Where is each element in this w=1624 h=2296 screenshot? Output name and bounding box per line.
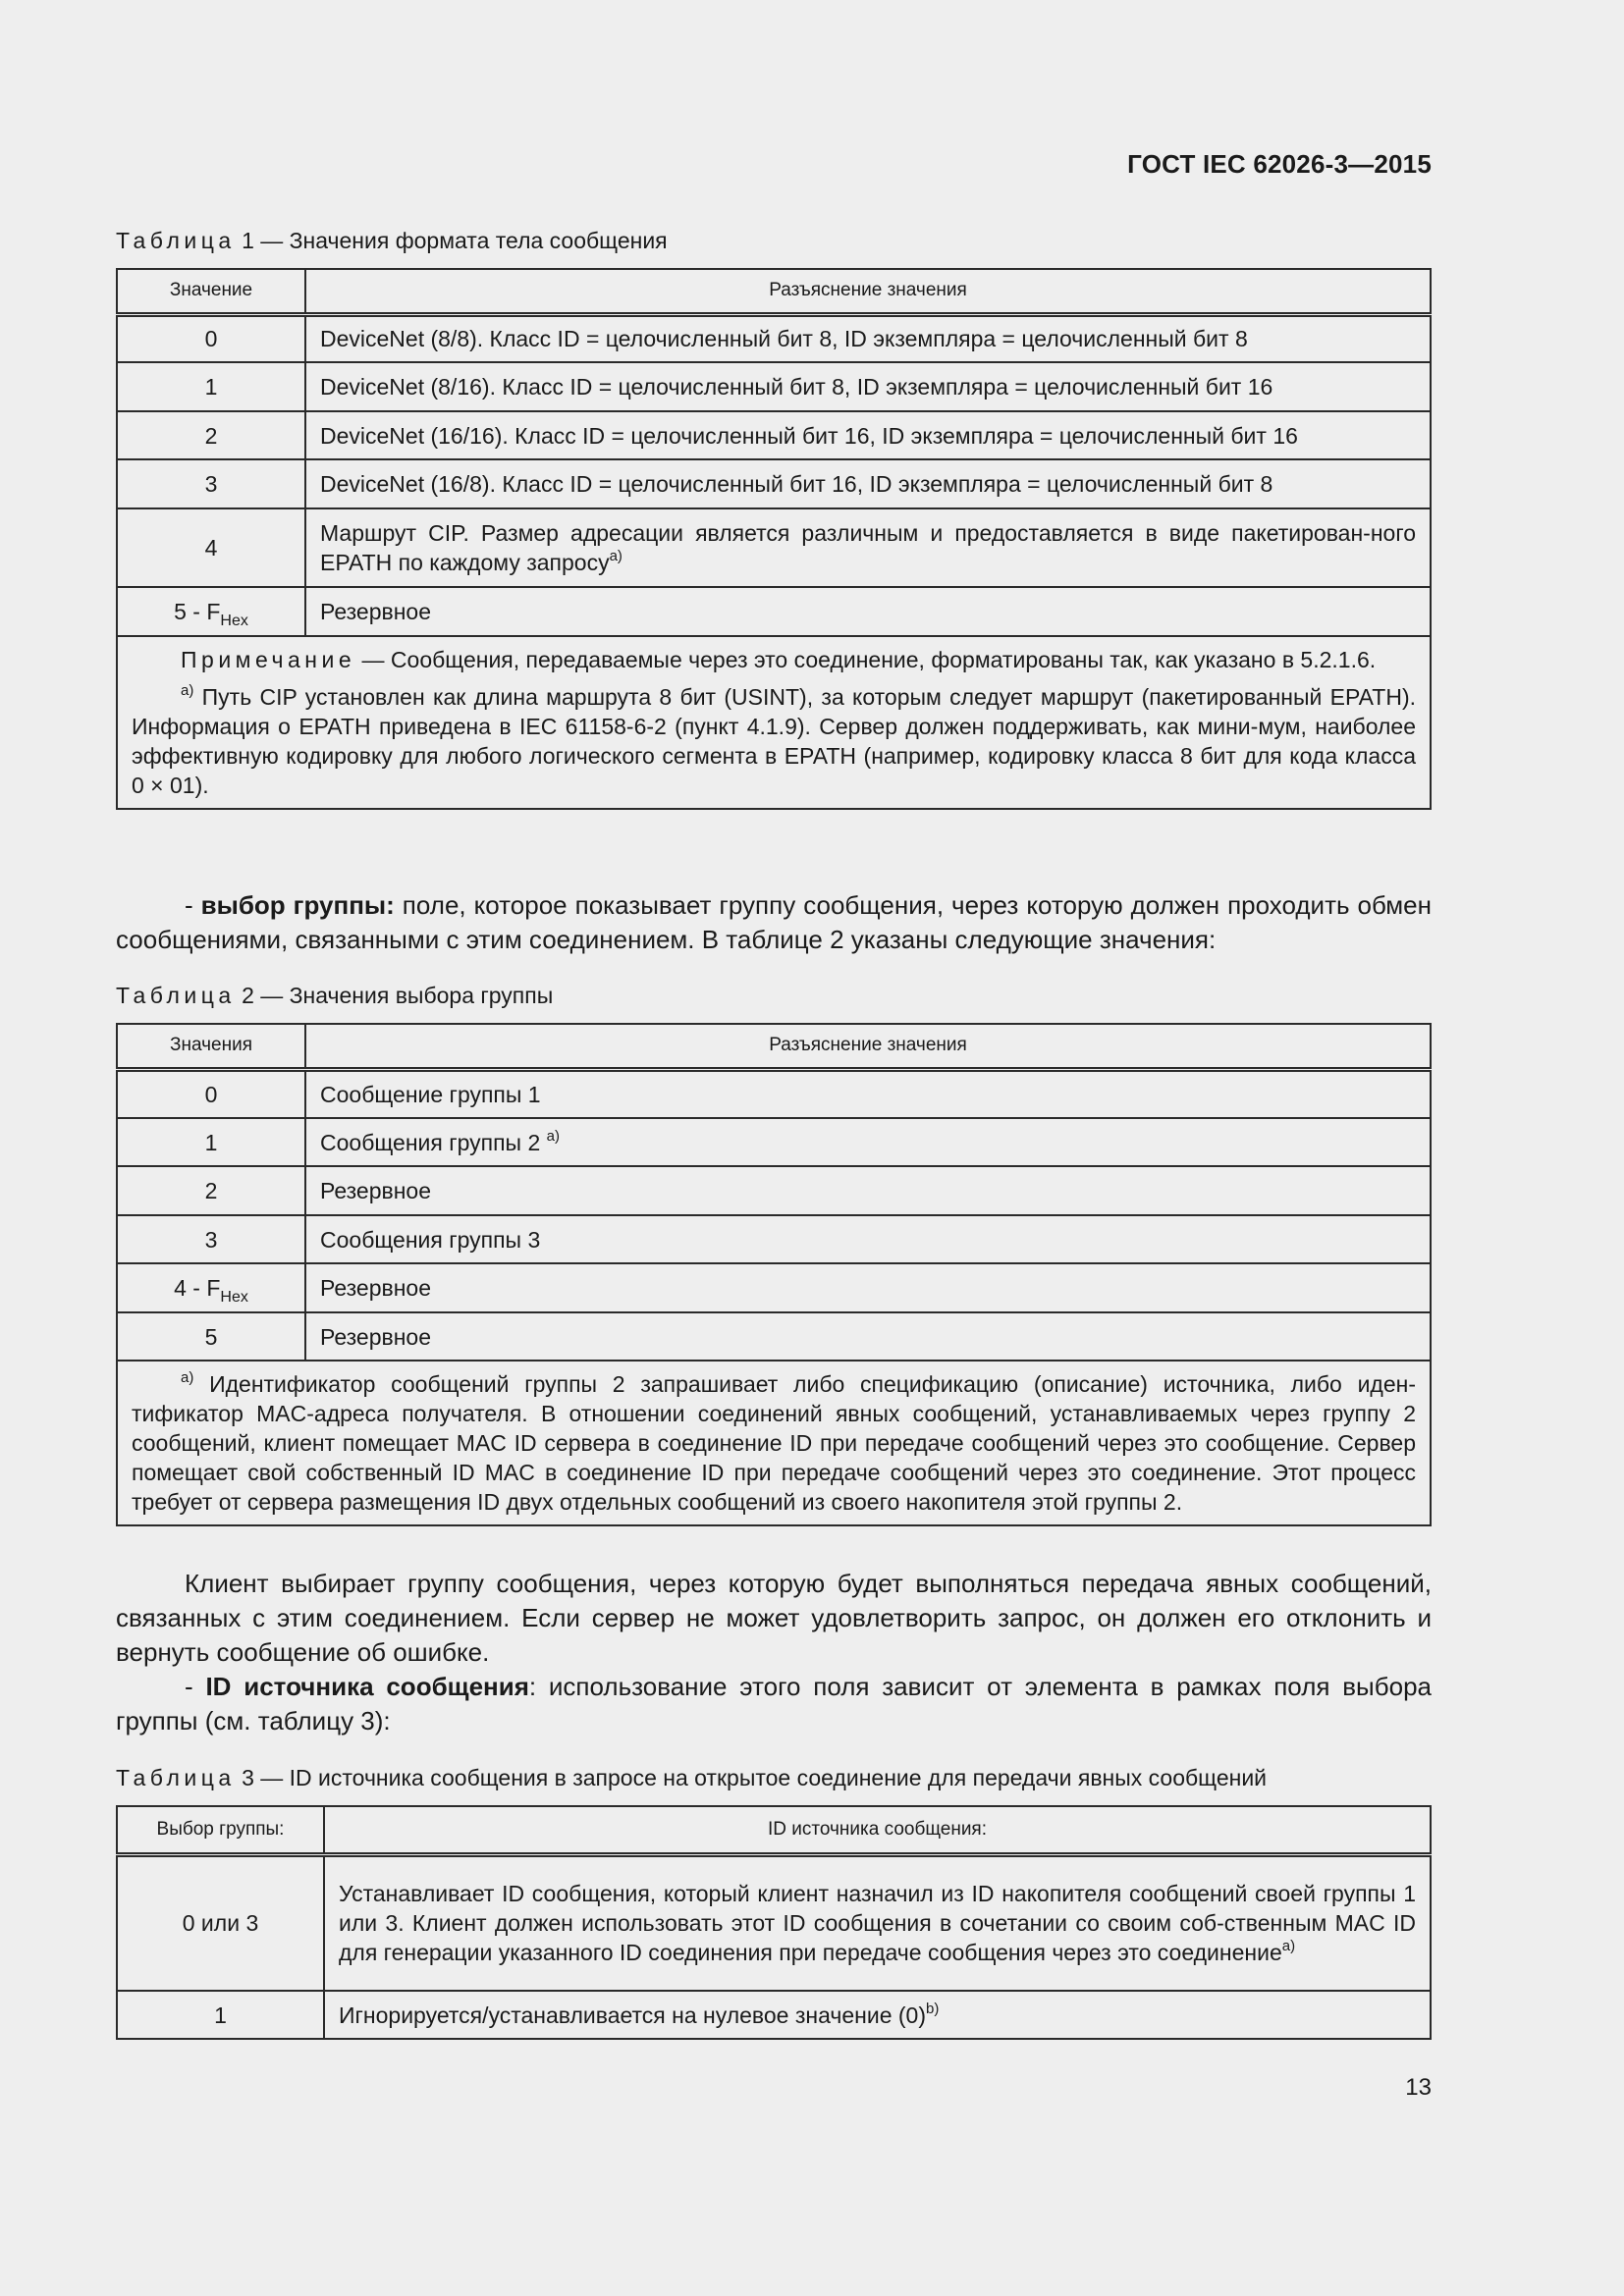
table2-value: 1 (117, 1118, 305, 1166)
paragraph-client-select (116, 1567, 1432, 1738)
para1-term: выбор группы: (200, 890, 395, 920)
para3-dash: - (185, 1672, 206, 1701)
table-row (117, 1312, 1431, 1361)
table2-desc: Резервное (305, 1312, 1431, 1361)
table1-caption (116, 228, 668, 254)
table2-value: 0 (117, 1069, 305, 1118)
table2-notes-row (117, 1361, 1431, 1525)
table2-desc (305, 1118, 1431, 1166)
table1-desc: DeviceNet (8/8). Класс ID = целочисленный бит 8, ID экземпляра = целочисленный бит 8 (305, 314, 1431, 362)
footnote-mark: a) (181, 682, 194, 699)
table2-notes (117, 1361, 1431, 1525)
table-row (117, 411, 1431, 459)
page-number: 13 (1405, 2074, 1432, 2101)
table2-caption-text: 2 — Значения выбора группы (235, 983, 554, 1008)
para3-text: : использование этого поля зависит от элемента в рамках поля выбора группы (см. таблицу 3): (116, 1672, 1432, 1735)
table1-value: 4 (117, 508, 305, 587)
table-row (117, 508, 1431, 587)
footnote-ref: a) (546, 1127, 560, 1145)
table1-note (132, 645, 1416, 674)
note-text: — Сообщения, передаваемые через это соединение, форматированы так, как указано в 5.2.1.6. (355, 647, 1377, 672)
table3 (116, 1805, 1432, 2040)
table-row (117, 1069, 1431, 1118)
table2-desc: Сообщение группы 1 (305, 1069, 1431, 1118)
table2-col-desc: Разъяснение значения (305, 1024, 1431, 1069)
table-row (117, 1854, 1431, 1991)
table1-desc-text: Маршрут CIP. Размер адресации является различным и предоставляется в виде пакетирован-ного EPATH по каждому запросу (320, 520, 1416, 575)
table2-footnote (132, 1369, 1416, 1517)
table1-caption-text: 1 — Значения формата тела сообщения (235, 228, 668, 253)
table3-desc-text: Игнорируется/устанавливается на нулевое значение (0) (339, 2002, 927, 2028)
table-row (117, 1215, 1431, 1263)
table1-footnote (132, 682, 1416, 800)
table1-col-desc: Разъяснение значения (305, 269, 1431, 314)
table1-desc: DeviceNet (16/8). Класс ID = целочисленный бит 16, ID экземпляра = целочисленный бит 8 (305, 459, 1431, 508)
table1 (116, 268, 1432, 810)
table-row (117, 459, 1431, 508)
table1-desc: DeviceNet (16/16). Класс ID = целочисленный бит 16, ID экземпляра = целочисленный бит 16 (305, 411, 1431, 459)
table2-value-text: 4 - F (174, 1275, 221, 1301)
table3-desc (324, 1991, 1431, 2039)
table1-header-row (117, 269, 1431, 314)
table2-value: 3 (117, 1215, 305, 1263)
table1-desc: DeviceNet (8/16). Класс ID = целочисленный бит 8, ID экземпляра = целочисленный бит 16 (305, 362, 1431, 411)
hex-subscript: Hex (220, 1289, 248, 1306)
table1-value: 1 (117, 362, 305, 411)
table2-col-value: Значения (117, 1024, 305, 1069)
table3-desc (324, 1854, 1431, 1991)
footnote-text: Путь CIP установлен как длина маршрута 8 бит (USINT), за которым следует маршрут (пакетированный EPATH). Информация о EPATH приведена в IEC 61158-6-2 (пункт 4.1.9). Сервер должен поддерживать, как мини-мум, наиболее эффективную кодировку для любого логического сегмента в EPATH (например, кодировку класса 8 бит для кода класса 0 × 01). (132, 684, 1416, 798)
table3-desc-text: Устанавливает ID сообщения, который клиент назначил из ID накопителя сообщений своей группы 1 или 3. Клиент должен использовать этот ID сообщения в сочетании со своим соб-ственным MAC ID для генерации указанного ID соединения при передаче сообщения через это соединение (339, 1881, 1416, 1966)
table2-desc: Резервное (305, 1166, 1431, 1215)
table3-col-desc: ID источника сообщения: (324, 1806, 1431, 1854)
para2: Клиент выбирает группу сообщения, через которую будет выполняться передача явных сообщений, связанных с этим соединением. Если сервер не может удовлетворить запрос, он должен его отклонить и вернуть сообщение об ошибке. (116, 1569, 1432, 1667)
note-label: Примечание (181, 647, 356, 672)
footnote-ref: b) (926, 2000, 940, 2017)
table3-header-row (117, 1806, 1431, 1854)
para3-term: ID источника сообщения (205, 1672, 529, 1701)
footnote-mark: a) (181, 1369, 194, 1386)
table2-desc: Сообщения группы 3 (305, 1215, 1431, 1263)
table1-desc: Резервное (305, 587, 1431, 636)
para1-dash: - (185, 890, 201, 920)
table2 (116, 1023, 1432, 1526)
table2-desc: Резервное (305, 1263, 1431, 1312)
table1-desc (305, 508, 1431, 587)
table-row (117, 587, 1431, 636)
footnote-ref: a) (1281, 1938, 1296, 1955)
table2-value: 2 (117, 1166, 305, 1215)
table3-value: 0 или 3 (117, 1854, 324, 1991)
table3-caption-label: Таблица (116, 1765, 236, 1790)
hex-subscript: Hex (220, 613, 248, 629)
footnote-text: Идентификатор сообщений группы 2 запрашивает либо спецификацию (описание) источника, либо иден-тификатор MAC-адреса получателя. В отношении соединений явных сообщений, устанавливаемых через группу 2 сообщений, клиент помещает MAC ID сервера в соединение ID при передаче сообщений через это сообщение. Сервер помещает свой собственный ID MAC в соединение ID при передаче сообщений через это соединение. Этот процесс требует от сервера размещения ID двух отдельных сообщений из своего накопителя этой группы 2. (132, 1371, 1416, 1515)
table1-value-text: 5 - F (174, 599, 221, 624)
table1-value: 3 (117, 459, 305, 508)
table1-value: 2 (117, 411, 305, 459)
table1-caption-label: Таблица (116, 228, 236, 253)
table1-col-value: Значение (117, 269, 305, 314)
table2-caption-label: Таблица (116, 983, 236, 1008)
table-row (117, 314, 1431, 362)
table2-header-row (117, 1024, 1431, 1069)
paragraph-group-select (116, 888, 1432, 957)
table-row (117, 1263, 1431, 1312)
table1-value (117, 587, 305, 636)
document-header: ГОСТ IEC 62026-3—2015 (1127, 149, 1432, 179)
table-row (117, 1118, 1431, 1166)
table3-caption-text: 3 — ID источника сообщения в запросе на открытое соединение для передачи явных сообщений (235, 1765, 1268, 1790)
footnote-ref: a) (609, 548, 623, 564)
table1-value: 0 (117, 314, 305, 362)
table1-notes (117, 636, 1431, 809)
table3-caption (116, 1765, 1267, 1791)
table2-value (117, 1263, 305, 1312)
table2-desc-text: Сообщения группы 2 (320, 1129, 547, 1155)
table-row (117, 1991, 1431, 2039)
table1-notes-row (117, 636, 1431, 809)
table2-value: 5 (117, 1312, 305, 1361)
para1-text: поле, которое показывает группу сообщения, через которую должен проходить обмен сообщениями, связанными с этим соединением. В таблице 2 указаны следующие значения: (116, 890, 1433, 954)
table3-col-value: Выбор группы: (117, 1806, 324, 1854)
para3 (116, 1670, 1432, 1738)
table-row (117, 362, 1431, 411)
table-row (117, 1166, 1431, 1215)
table3-value: 1 (117, 1991, 324, 2039)
table2-caption (116, 983, 553, 1009)
